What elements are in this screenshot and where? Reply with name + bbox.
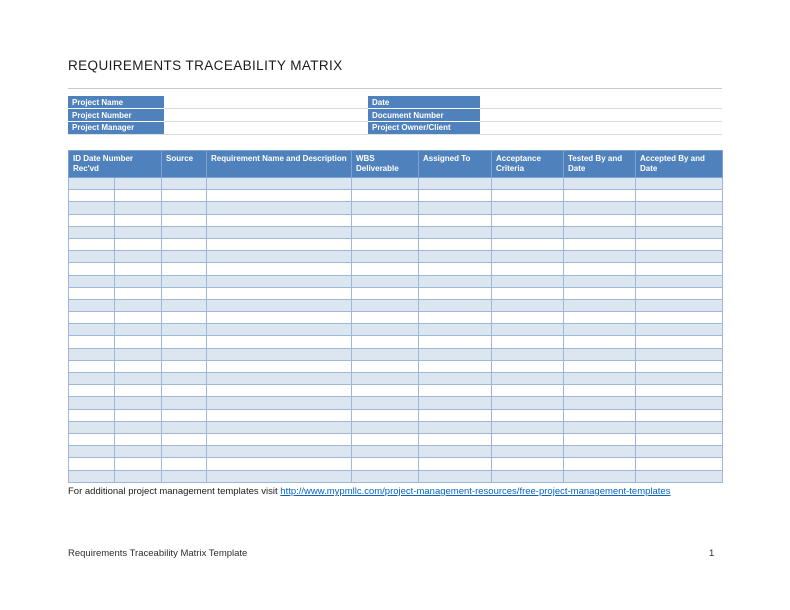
matrix-empty-cell[interactable] (162, 263, 207, 275)
matrix-empty-cell[interactable] (352, 470, 419, 482)
matrix-empty-cell[interactable] (352, 360, 419, 372)
matrix-empty-cell[interactable] (207, 458, 352, 470)
matrix-empty-cell[interactable] (352, 238, 419, 250)
matrix-empty-cell[interactable] (115, 409, 162, 421)
matrix-empty-cell[interactable] (115, 263, 162, 275)
matrix-empty-cell[interactable] (69, 299, 115, 311)
matrix-empty-cell[interactable] (564, 299, 636, 311)
matrix-empty-cell[interactable] (636, 470, 723, 482)
matrix-empty-cell[interactable] (636, 263, 723, 275)
matrix-empty-cell[interactable] (564, 324, 636, 336)
matrix-header-row (69, 151, 723, 178)
project-info-value-cell[interactable] (164, 122, 368, 135)
matrix-empty-cell[interactable] (492, 421, 564, 433)
table-row (69, 202, 723, 214)
matrix-empty-cell[interactable] (115, 373, 162, 385)
footer-document-name: Requirements Traceability Matrix Template (68, 548, 248, 559)
table-row (69, 470, 723, 482)
matrix-empty-cell[interactable] (69, 433, 115, 445)
matrix-empty-cell[interactable] (207, 263, 352, 275)
templates-note (68, 486, 670, 497)
matrix-empty-cell[interactable] (352, 421, 419, 433)
table-row (69, 312, 723, 324)
matrix-empty-cell[interactable] (115, 336, 162, 348)
matrix-empty-cell[interactable] (207, 238, 352, 250)
matrix-empty-cell[interactable] (207, 470, 352, 482)
table-row (69, 348, 723, 360)
matrix-empty-cell[interactable] (419, 360, 492, 372)
project-info-value-cell[interactable] (480, 122, 722, 135)
matrix-empty-cell[interactable] (419, 214, 492, 226)
matrix-empty-cell[interactable] (207, 446, 352, 458)
matrix-empty-cell[interactable] (115, 190, 162, 202)
matrix-empty-cell[interactable] (69, 226, 115, 238)
table-row (69, 336, 723, 348)
matrix-header-cell: Accepted By and Date (636, 151, 723, 178)
matrix-empty-cell[interactable] (492, 214, 564, 226)
matrix-empty-cell[interactable] (162, 178, 207, 190)
matrix-empty-cell[interactable] (69, 202, 115, 214)
matrix-empty-cell[interactable] (115, 178, 162, 190)
matrix-header-cell: Tested By and Date (564, 151, 636, 178)
matrix-empty-cell[interactable] (352, 275, 419, 287)
matrix-empty-cell[interactable] (207, 299, 352, 311)
table-row (69, 190, 723, 202)
matrix-empty-cell[interactable] (492, 263, 564, 275)
matrix-empty-cell[interactable] (115, 226, 162, 238)
matrix-empty-cell[interactable] (352, 385, 419, 397)
matrix-empty-cell[interactable] (115, 470, 162, 482)
matrix-header-cell: Assigned To (419, 151, 492, 178)
matrix-empty-cell[interactable] (115, 238, 162, 250)
matrix-empty-cell[interactable] (419, 470, 492, 482)
project-info-value-cell[interactable] (480, 109, 722, 122)
matrix-empty-cell[interactable] (636, 458, 723, 470)
matrix-empty-cell[interactable] (492, 202, 564, 214)
matrix-empty-cell[interactable] (564, 312, 636, 324)
matrix-empty-cell[interactable] (352, 202, 419, 214)
matrix-empty-cell[interactable] (207, 275, 352, 287)
document-title: REQUIREMENTS TRACEABILITY MATRIX (68, 58, 343, 73)
templates-note-text: For additional project management templates visit (68, 486, 281, 497)
table-row (69, 275, 723, 287)
matrix-header-cell: Acceptance Criteria (492, 151, 564, 178)
table-row (69, 251, 723, 263)
matrix-empty-cell[interactable] (492, 385, 564, 397)
matrix-empty-cell[interactable] (115, 275, 162, 287)
matrix-empty-cell[interactable] (492, 433, 564, 445)
matrix-empty-cell[interactable] (492, 324, 564, 336)
matrix-empty-cell[interactable] (636, 433, 723, 445)
matrix-empty-cell[interactable] (636, 397, 723, 409)
matrix-empty-cell[interactable] (115, 446, 162, 458)
matrix-empty-cell[interactable] (636, 360, 723, 372)
table-row (69, 385, 723, 397)
matrix-empty-cell[interactable] (636, 214, 723, 226)
table-row (69, 299, 723, 311)
matrix-empty-cell[interactable] (492, 409, 564, 421)
matrix-empty-cell[interactable] (162, 421, 207, 433)
matrix-empty-cell[interactable] (115, 312, 162, 324)
matrix-empty-cell[interactable] (492, 458, 564, 470)
matrix-empty-cell[interactable] (636, 373, 723, 385)
matrix-empty-cell[interactable] (636, 275, 723, 287)
matrix-empty-cell[interactable] (636, 421, 723, 433)
matrix-empty-cell[interactable] (419, 385, 492, 397)
matrix-empty-cell[interactable] (492, 238, 564, 250)
matrix-empty-cell[interactable] (207, 397, 352, 409)
project-info-label: Project Name (68, 96, 164, 109)
matrix-empty-cell[interactable] (636, 190, 723, 202)
matrix-empty-cell[interactable] (69, 312, 115, 324)
matrix-empty-cell[interactable] (352, 312, 419, 324)
matrix-empty-cell[interactable] (207, 421, 352, 433)
matrix-empty-cell[interactable] (162, 214, 207, 226)
matrix-empty-cell[interactable] (564, 373, 636, 385)
matrix-empty-cell[interactable] (352, 287, 419, 299)
matrix-empty-cell[interactable] (636, 336, 723, 348)
matrix-empty-cell[interactable] (492, 251, 564, 263)
project-info-label: Document Number (368, 109, 480, 122)
matrix-empty-cell[interactable] (162, 202, 207, 214)
matrix-empty-cell[interactable] (419, 446, 492, 458)
matrix-empty-cell[interactable] (207, 373, 352, 385)
table-row (69, 178, 723, 190)
matrix-empty-cell[interactable] (352, 397, 419, 409)
matrix-empty-cell[interactable] (419, 397, 492, 409)
matrix-empty-cell[interactable] (69, 178, 115, 190)
matrix-empty-cell[interactable] (115, 348, 162, 360)
templates-link[interactable]: http://www.mypmllc.com/project-management-resources/free-project-management-templates (280, 486, 671, 497)
matrix-empty-cell[interactable] (636, 238, 723, 250)
matrix-empty-cell[interactable] (352, 190, 419, 202)
table-row (69, 324, 723, 336)
matrix-empty-cell[interactable] (492, 226, 564, 238)
matrix-empty-cell[interactable] (492, 470, 564, 482)
matrix-empty-cell[interactable] (419, 251, 492, 263)
table-row (69, 409, 723, 421)
matrix-empty-cell[interactable] (492, 360, 564, 372)
matrix-empty-cell[interactable] (115, 433, 162, 445)
matrix-empty-cell[interactable] (162, 190, 207, 202)
matrix-empty-cell[interactable] (419, 275, 492, 287)
matrix-empty-cell[interactable] (636, 324, 723, 336)
matrix-empty-cell[interactable] (115, 385, 162, 397)
matrix-empty-cell[interactable] (636, 446, 723, 458)
matrix-empty-cell[interactable] (162, 226, 207, 238)
matrix-empty-cell[interactable] (636, 178, 723, 190)
project-info-row (68, 122, 722, 135)
matrix-empty-cell[interactable] (564, 348, 636, 360)
matrix-empty-cell[interactable] (636, 299, 723, 311)
matrix-empty-cell[interactable] (69, 385, 115, 397)
table-row (69, 263, 723, 275)
matrix-empty-cell[interactable] (352, 251, 419, 263)
matrix-empty-cell[interactable] (207, 251, 352, 263)
matrix-empty-cell[interactable] (207, 287, 352, 299)
matrix-empty-cell[interactable] (69, 458, 115, 470)
project-info-row (68, 96, 722, 109)
matrix-empty-cell[interactable] (162, 458, 207, 470)
project-info-label: Date (368, 96, 480, 109)
matrix-empty-cell[interactable] (69, 348, 115, 360)
matrix-empty-cell[interactable] (69, 214, 115, 226)
matrix-empty-cell[interactable] (69, 263, 115, 275)
matrix-empty-cell[interactable] (69, 251, 115, 263)
matrix-empty-cell[interactable] (492, 299, 564, 311)
matrix-empty-cell[interactable] (492, 397, 564, 409)
matrix-empty-cell[interactable] (492, 373, 564, 385)
traceability-matrix-table (68, 150, 723, 483)
matrix-empty-cell[interactable] (115, 360, 162, 372)
matrix-empty-cell[interactable] (564, 385, 636, 397)
matrix-empty-cell[interactable] (69, 470, 115, 482)
project-info-value-cell[interactable] (164, 96, 368, 109)
matrix-empty-cell[interactable] (162, 385, 207, 397)
table-row (69, 238, 723, 250)
matrix-empty-cell[interactable] (352, 458, 419, 470)
matrix-empty-cell[interactable] (419, 238, 492, 250)
matrix-empty-cell[interactable] (564, 336, 636, 348)
matrix-empty-cell[interactable] (564, 214, 636, 226)
matrix-empty-cell[interactable] (207, 312, 352, 324)
matrix-empty-cell[interactable] (162, 312, 207, 324)
matrix-empty-cell[interactable] (564, 458, 636, 470)
matrix-empty-cell[interactable] (207, 336, 352, 348)
matrix-empty-cell[interactable] (492, 336, 564, 348)
matrix-empty-cell[interactable] (162, 373, 207, 385)
matrix-empty-cell[interactable] (162, 275, 207, 287)
matrix-empty-cell[interactable] (564, 409, 636, 421)
matrix-empty-cell[interactable] (69, 409, 115, 421)
matrix-empty-cell[interactable] (115, 299, 162, 311)
matrix-empty-cell[interactable] (564, 433, 636, 445)
matrix-empty-cell[interactable] (162, 409, 207, 421)
matrix-empty-cell[interactable] (419, 324, 492, 336)
matrix-empty-cell[interactable] (564, 238, 636, 250)
matrix-header-cell: Requirement Name and Description (207, 151, 352, 178)
matrix-empty-cell[interactable] (419, 263, 492, 275)
matrix-empty-cell[interactable] (564, 360, 636, 372)
matrix-empty-cell[interactable] (419, 202, 492, 214)
matrix-empty-cell[interactable] (564, 470, 636, 482)
matrix-empty-cell[interactable] (207, 202, 352, 214)
project-info-label: Project Number (68, 109, 164, 122)
matrix-empty-cell[interactable] (115, 421, 162, 433)
matrix-empty-cell[interactable] (419, 287, 492, 299)
matrix-empty-cell[interactable] (419, 421, 492, 433)
table-row (69, 287, 723, 299)
matrix-empty-cell[interactable] (69, 324, 115, 336)
matrix-empty-cell[interactable] (564, 190, 636, 202)
matrix-empty-cell[interactable] (352, 348, 419, 360)
matrix-empty-cell[interactable] (564, 178, 636, 190)
project-info-value-cell[interactable] (164, 109, 368, 122)
table-row (69, 214, 723, 226)
matrix-empty-cell[interactable] (564, 275, 636, 287)
matrix-empty-cell[interactable] (162, 446, 207, 458)
matrix-empty-cell[interactable] (636, 287, 723, 299)
project-info-table (68, 96, 722, 135)
matrix-empty-cell[interactable] (69, 275, 115, 287)
matrix-empty-cell[interactable] (419, 409, 492, 421)
matrix-empty-cell[interactable] (352, 214, 419, 226)
matrix-empty-cell[interactable] (207, 360, 352, 372)
matrix-empty-cell[interactable] (352, 433, 419, 445)
matrix-empty-cell[interactable] (162, 433, 207, 445)
matrix-empty-cell[interactable] (69, 238, 115, 250)
matrix-empty-cell[interactable] (207, 348, 352, 360)
matrix-empty-cell[interactable] (492, 312, 564, 324)
project-info-row (68, 109, 722, 122)
matrix-empty-cell[interactable] (69, 446, 115, 458)
matrix-empty-cell[interactable] (115, 397, 162, 409)
matrix-empty-cell[interactable] (492, 190, 564, 202)
matrix-empty-cell[interactable] (207, 385, 352, 397)
matrix-empty-cell[interactable] (419, 178, 492, 190)
matrix-empty-cell[interactable] (564, 251, 636, 263)
matrix-empty-cell[interactable] (69, 373, 115, 385)
matrix-empty-cell[interactable] (419, 299, 492, 311)
matrix-empty-cell[interactable] (564, 421, 636, 433)
matrix-empty-cell[interactable] (419, 373, 492, 385)
matrix-empty-cell[interactable] (492, 178, 564, 190)
matrix-empty-cell[interactable] (419, 348, 492, 360)
matrix-empty-cell[interactable] (352, 336, 419, 348)
matrix-header-cell: ID Date Number Rec'vd (69, 151, 162, 178)
matrix-empty-cell[interactable] (564, 226, 636, 238)
matrix-empty-cell[interactable] (162, 324, 207, 336)
matrix-empty-cell[interactable] (162, 348, 207, 360)
matrix-empty-cell[interactable] (207, 214, 352, 226)
project-info-label: Project Manager (68, 122, 164, 135)
table-row (69, 446, 723, 458)
matrix-empty-cell[interactable] (207, 178, 352, 190)
matrix-empty-cell[interactable] (162, 251, 207, 263)
footer-page-number: 1 (709, 548, 715, 559)
table-row (69, 226, 723, 238)
matrix-empty-cell[interactable] (492, 275, 564, 287)
matrix-empty-cell[interactable] (162, 397, 207, 409)
matrix-empty-cell[interactable] (352, 226, 419, 238)
matrix-empty-cell[interactable] (352, 299, 419, 311)
matrix-empty-cell[interactable] (636, 202, 723, 214)
matrix-empty-cell[interactable] (162, 299, 207, 311)
matrix-empty-cell[interactable] (352, 409, 419, 421)
matrix-header-cell: Source (162, 151, 207, 178)
matrix-empty-cell[interactable] (69, 397, 115, 409)
matrix-empty-cell[interactable] (162, 238, 207, 250)
matrix-empty-cell[interactable] (352, 373, 419, 385)
matrix-empty-cell[interactable] (115, 251, 162, 263)
matrix-empty-cell[interactable] (492, 446, 564, 458)
matrix-empty-cell[interactable] (69, 287, 115, 299)
matrix-empty-cell[interactable] (162, 360, 207, 372)
matrix-empty-cell[interactable] (419, 312, 492, 324)
matrix-empty-cell[interactable] (564, 446, 636, 458)
matrix-empty-cell[interactable] (492, 287, 564, 299)
matrix-empty-cell[interactable] (419, 190, 492, 202)
table-row (69, 397, 723, 409)
matrix-empty-cell[interactable] (69, 336, 115, 348)
table-row (69, 373, 723, 385)
matrix-empty-cell[interactable] (636, 385, 723, 397)
matrix-empty-cell[interactable] (352, 263, 419, 275)
matrix-empty-cell[interactable] (419, 336, 492, 348)
matrix-empty-cell[interactable] (115, 324, 162, 336)
matrix-empty-cell[interactable] (352, 446, 419, 458)
matrix-empty-cell[interactable] (564, 263, 636, 275)
table-row (69, 458, 723, 470)
matrix-empty-cell[interactable] (636, 409, 723, 421)
matrix-empty-cell[interactable] (162, 336, 207, 348)
matrix-empty-cell[interactable] (69, 421, 115, 433)
matrix-empty-cell[interactable] (207, 226, 352, 238)
table-row (69, 433, 723, 445)
project-info-value-cell[interactable] (480, 96, 722, 109)
matrix-empty-cell[interactable] (207, 190, 352, 202)
matrix-empty-cell[interactable] (115, 214, 162, 226)
matrix-empty-cell[interactable] (115, 202, 162, 214)
matrix-empty-cell[interactable] (492, 348, 564, 360)
matrix-empty-cell[interactable] (419, 226, 492, 238)
matrix-empty-cell[interactable] (636, 251, 723, 263)
matrix-empty-cell[interactable] (162, 470, 207, 482)
matrix-empty-cell[interactable] (636, 348, 723, 360)
matrix-empty-cell[interactable] (564, 397, 636, 409)
project-info-label: Project Owner/Client (368, 122, 480, 135)
matrix-empty-cell[interactable] (564, 287, 636, 299)
matrix-empty-cell[interactable] (352, 324, 419, 336)
table-row (69, 360, 723, 372)
matrix-empty-cell[interactable] (419, 458, 492, 470)
matrix-empty-cell[interactable] (115, 458, 162, 470)
matrix-empty-cell[interactable] (636, 312, 723, 324)
table-row (69, 421, 723, 433)
matrix-empty-cell[interactable] (636, 226, 723, 238)
project-info-body (68, 96, 722, 134)
matrix-empty-cell[interactable] (207, 324, 352, 336)
horizontal-divider (68, 88, 722, 89)
matrix-empty-cell[interactable] (69, 360, 115, 372)
matrix-body (69, 178, 723, 483)
matrix-empty-cell[interactable] (564, 202, 636, 214)
matrix-empty-cell[interactable] (207, 409, 352, 421)
matrix-empty-cell[interactable] (207, 433, 352, 445)
matrix-header-cell: WBS Deliverable (352, 151, 419, 178)
matrix-empty-cell[interactable] (162, 287, 207, 299)
matrix-empty-cell[interactable] (69, 190, 115, 202)
matrix-empty-cell[interactable] (352, 178, 419, 190)
matrix-empty-cell[interactable] (419, 433, 492, 445)
matrix-empty-cell[interactable] (115, 287, 162, 299)
